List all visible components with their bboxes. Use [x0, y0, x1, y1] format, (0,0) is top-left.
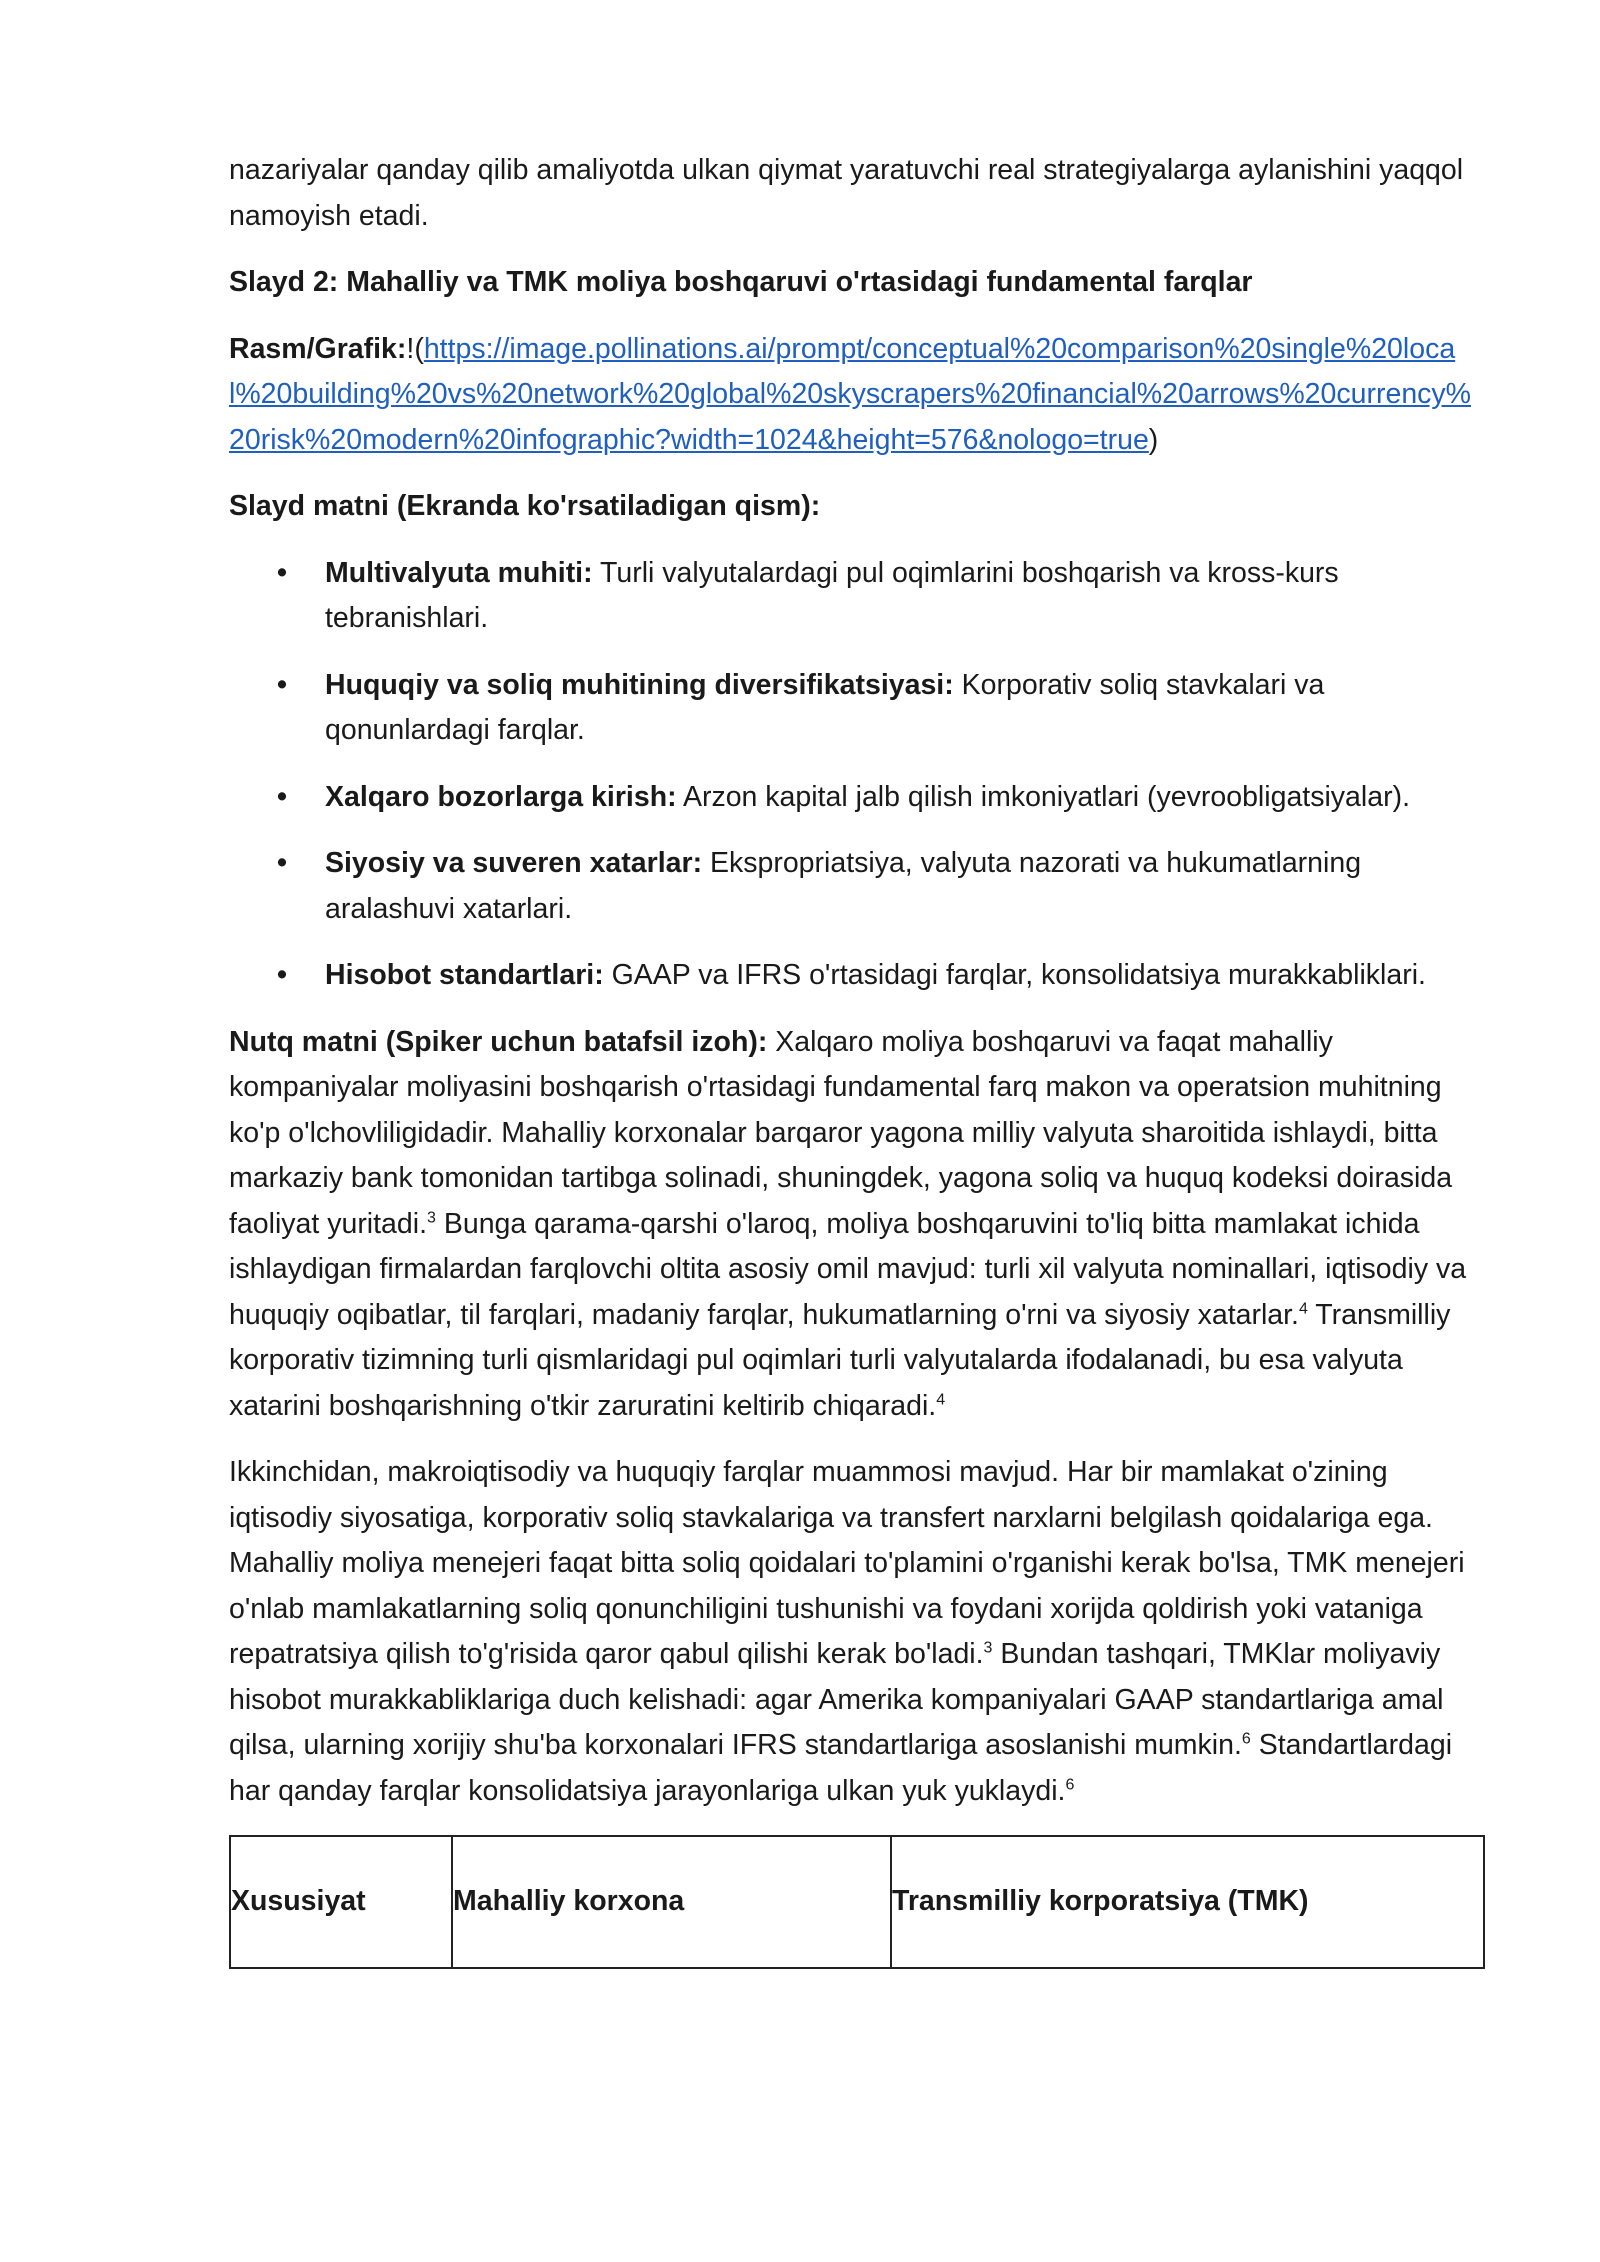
bullet-icon: •	[277, 556, 287, 589]
bullet-term: Siyosiy va suveren xatarlar:	[325, 847, 703, 879]
bullet-text: Turli valyutalardagi pul oqimlarini boshqarish va kross-kurs tebranishlari.	[325, 556, 1339, 634]
speech-text: Standartlardagi har qanday farqlar konsolidatsiya jarayonlariga ulkan yuk yuklaydi.	[229, 1729, 1453, 1807]
bullet-term: Multivalyuta muhiti:	[325, 556, 593, 589]
speech-text: Transmilliy korporativ tizimning turli qismlaridagi pul oqimlari turli valyutalarda ifodalanadi, bu esa valyuta xatarini boshqarishning o'tkir zaruratini keltirib chiqaradi.	[229, 1298, 1451, 1422]
table-header-tmk: Transmilliy korporatsiya (TMK)	[891, 1836, 1484, 1968]
footnote-ref: 3	[983, 1639, 993, 1657]
table-header-local: Mahalliy korxona	[452, 1836, 891, 1968]
table-header-row	[230, 1836, 1484, 1968]
list-item	[229, 775, 1484, 821]
table-header-feature: Xususiyat	[230, 1836, 452, 1968]
document-content	[229, 148, 1484, 1969]
bullet-icon: •	[277, 847, 287, 879]
speech-text: Ikkinchidan, makroiqtisodiy va huquqiy farqlar muammosi mavjud. Har bir mamlakat o'zining iqtisodiy siyosatiga, korporativ soliq stavkalariga va transfert narxlarni belgilash qoidalariga ega. Mahalliy moliya menejeri faqat bitta soliq qoidalari to'plamini o'rganishi kerak bo'lsa, TMK menejeri o'nlab mamlakatlarning soliq qonunchiligini tushunishi va foydani xorijda qoldirish yoki vataniga repatratsiya qilish to'g'risida qaror qabul qilishi kerak bo'ladi.	[229, 1456, 1465, 1670]
bullet-term: Xalqaro bozorlarga kirish:	[325, 780, 677, 813]
image-reference	[229, 327, 1484, 464]
list-item	[229, 551, 1484, 642]
bullet-text: Korporativ soliq stavkalari va qonunlardagi farqlar.	[325, 668, 1325, 746]
image-label: Rasm/Grafik:	[229, 332, 407, 365]
bullet-text: Arzon kapital jalb qilish imkoniyatlari (yevroobligatsiyalar).	[676, 780, 1410, 813]
bullet-term: Huquqiy va soliq muhitining diversifikatsiyasi:	[325, 668, 954, 701]
list-item	[229, 663, 1484, 754]
bullet-text: GAAP va IFRS o'rtasidagi farqlar, konsolidatsiya murakkabliklari.	[603, 959, 1426, 991]
footnote-ref: 6	[1065, 1776, 1075, 1793]
list-item	[229, 841, 1484, 932]
bullet-text: Ekspropriatsiya, valyuta nazorati va hukumatlarning aralashuvi xatarlari.	[325, 847, 1362, 925]
bullet-term: Hisobot standartlari:	[325, 959, 604, 991]
bullet-icon: •	[277, 668, 287, 701]
speech-paragraph-2	[229, 1450, 1484, 1814]
speech-text: Bundan tashqari, TMKlar moliyaviy hisobot murakkabliklariga duch kelishadi: agar Amerika kompaniyalari GAAP standartlariga amal qilsa, ularning xorijiy shu'ba korxonalari IFRS standartlariga asoslanishi mumkin.	[229, 1638, 1444, 1761]
slide-text-heading: Slayd matni (Ekranda ko'rsatiladigan qism):	[229, 490, 821, 522]
slide-bullet-list	[229, 551, 1484, 999]
image-prefix: !(	[406, 332, 424, 365]
footnote-ref: 4	[936, 1391, 946, 1408]
speech-text: Xalqaro moliya boshqaruvi va faqat mahalliy kompaniyalar moliyasini boshqarish o'rtasidagi fundamental farq makon va operatsion muhitning ko'p o'lchovliligidadir. Mahalliy korxonalar barqaror yagona milliy valyuta sharoitida ishlaydi, bitta markaziy bank tomonidan tartibga solinadi, shuningdek, yagona soliq va huquq kodeksi doirasida faoliyat yuritadi.	[229, 1025, 1453, 1240]
intro-paragraph: nazariyalar qanday qilib amaliyotda ulkan qiymat yaratuvchi real strategiyalarga aylanishini yaqqol namoyish etadi.	[229, 154, 1464, 232]
bullet-icon: •	[277, 959, 287, 991]
speech-text: Bunga qarama-qarshi o'laroq, moliya boshqaruvini to'liq bitta mamlakat ichida ishlaydigan firmalardan farqlovchi oltita asosiy omil mavjud: turli xil valyuta nominallari, iqtisodiy va huquqiy oqibatlar, til farqlari, madaniy farqlar, hukumatlarning o'rni va siyosiy xatarlar.	[229, 1207, 1467, 1331]
speech-paragraph-1	[229, 1020, 1484, 1430]
bullet-icon: •	[277, 780, 287, 813]
footnote-ref: 3	[427, 1209, 436, 1226]
image-suffix: )	[1148, 423, 1159, 456]
slide-heading: Slayd 2: Mahalliy va TMK moliya boshqaruvi o'rtasidagi fundamental farqlar	[229, 266, 1253, 298]
image-url-link[interactable]: https://image.pollinations.ai/prompt/conceptual%20comparison%20single%20local%20building%20vs%20network%20global%20skyscrapers%20financial%20arrows%20currency%20risk%20modern%20infographic?width=1024&height=576&nologo=true	[229, 332, 1472, 456]
comparison-table	[229, 1835, 1485, 1969]
speech-label: Nutq matni (Spiker uchun batafsil izoh):	[229, 1025, 768, 1058]
footnote-ref: 4	[1298, 1300, 1308, 1317]
list-item	[229, 953, 1484, 999]
footnote-ref: 6	[1241, 1730, 1251, 1748]
